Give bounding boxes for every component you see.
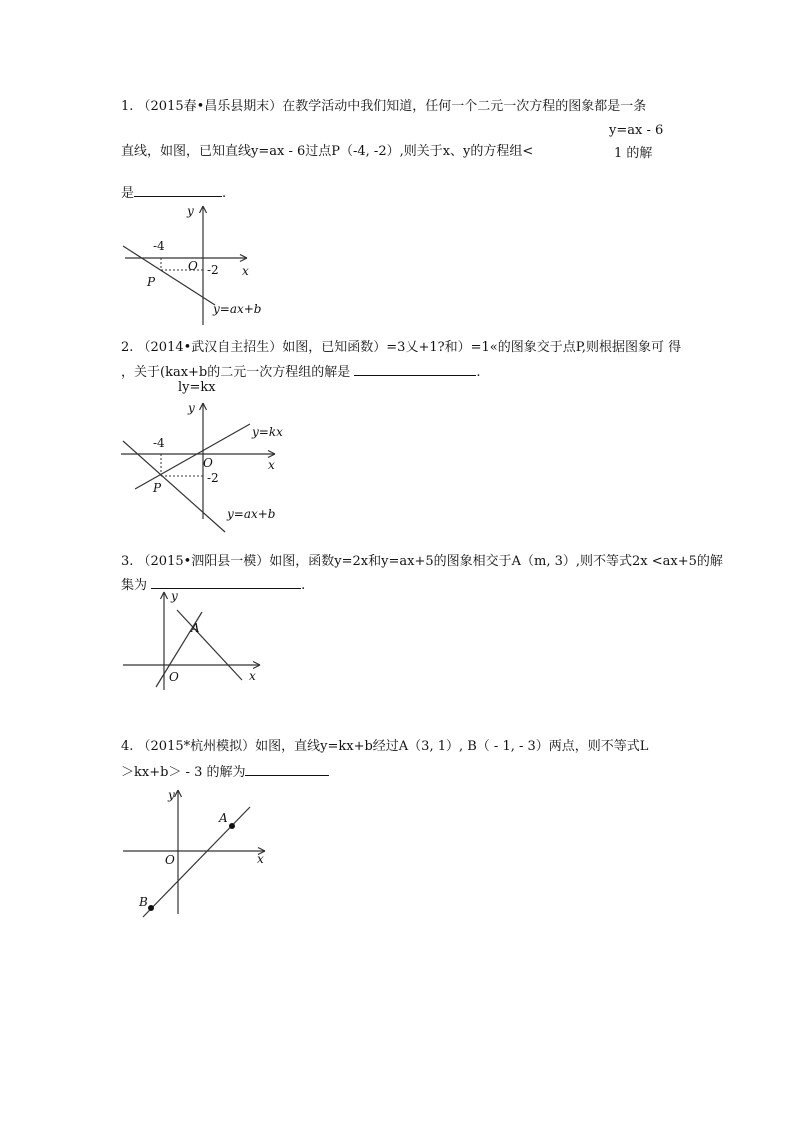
line-kx xyxy=(135,424,250,489)
origin-label: O xyxy=(203,456,213,470)
label-neg4: -4 xyxy=(153,436,165,450)
line-ax-b-label: y=ax+b xyxy=(227,507,276,521)
problem-1-equation-bottom: 1 的解 xyxy=(614,146,653,161)
problem-1-line-1: 1. （2015春•昌乐县期末）在教学活动中我们知道，任何一个二元一次方程的图象都是一条 xyxy=(121,99,647,114)
origin-label: O xyxy=(169,670,179,684)
problem-4-line-1: 4. （2015*杭州模拟）如图，直线y=kx+b经过A（3, 1）, B（ - 1, - 3）两点，则不等式L xyxy=(121,739,649,754)
answer-suffix: . xyxy=(301,578,306,593)
point-a-dot xyxy=(229,823,235,829)
problem-1-figure xyxy=(115,200,285,325)
answer-prefix: 集为 xyxy=(121,578,148,593)
line-kx-b xyxy=(143,807,250,917)
problem-2-line-2 xyxy=(121,363,481,381)
x-axis-label: x xyxy=(242,264,249,278)
point-a-label: A xyxy=(191,621,200,635)
point-b-dot xyxy=(148,905,154,911)
answer-suffix: . xyxy=(222,186,227,201)
problem-3-line-1: 3. （2015•泗阳县一模）如图，函数y=2x和y=ax+5的图象相交于A（m, 3）,则不等式2x <ax+5的解 xyxy=(121,554,723,569)
answer-blank xyxy=(134,184,222,197)
problem-2-figure xyxy=(115,397,290,537)
label-neg2: -2 xyxy=(207,471,219,485)
point-p-label: P xyxy=(147,275,156,289)
y-axis-label: y xyxy=(168,788,175,802)
line-ax-5 xyxy=(177,610,242,680)
point-b-label: B xyxy=(139,895,148,909)
label-neg2: -2 xyxy=(207,263,219,277)
answer-prefix: 是 xyxy=(121,186,135,201)
origin-label: O xyxy=(188,259,198,273)
x-axis-label: x xyxy=(268,458,275,472)
line-ax-b xyxy=(123,246,215,305)
x-axis-label: x xyxy=(257,852,264,866)
y-axis-label: y xyxy=(188,401,195,415)
x-axis-label: x xyxy=(249,669,256,683)
problem-4-figure xyxy=(115,782,280,922)
label-neg4: -4 xyxy=(153,239,165,253)
y-axis-label: y xyxy=(171,589,178,603)
y-axis-label: y xyxy=(187,204,194,218)
answer-blank xyxy=(354,363,476,376)
point-a-label: A xyxy=(219,811,228,825)
answer-prefix: ＞kx+b＞ - 3 的解为 xyxy=(121,765,246,780)
origin-label: O xyxy=(165,853,175,867)
point-p-label: P xyxy=(153,481,162,495)
line-label: y=ax+b xyxy=(213,302,262,316)
problem-3-figure xyxy=(115,588,280,693)
problem-2-line-1: 2. （2014•武汉自主招生）如图，已知函数）=3乂+1?和）=1«的图象交于点P,则根据图象可 得 xyxy=(121,340,682,355)
answer-blank xyxy=(245,763,329,776)
answer-suffix: . xyxy=(476,365,481,380)
line-kx-label: y=kx xyxy=(252,425,283,439)
problem-2-line-3: ly=kx xyxy=(178,380,216,395)
problem-1-line-2: 直线，如图，已知直线y=ax - 6过点P（-4, -2）,则关于x、y的方程组< xyxy=(121,144,534,159)
answer-prefix: ，关于(kax+b的二元一次方程组的解是 xyxy=(121,365,351,380)
problem-4-line-2 xyxy=(121,763,329,781)
problem-1-equation-top: y=ax - 6 xyxy=(609,123,664,138)
